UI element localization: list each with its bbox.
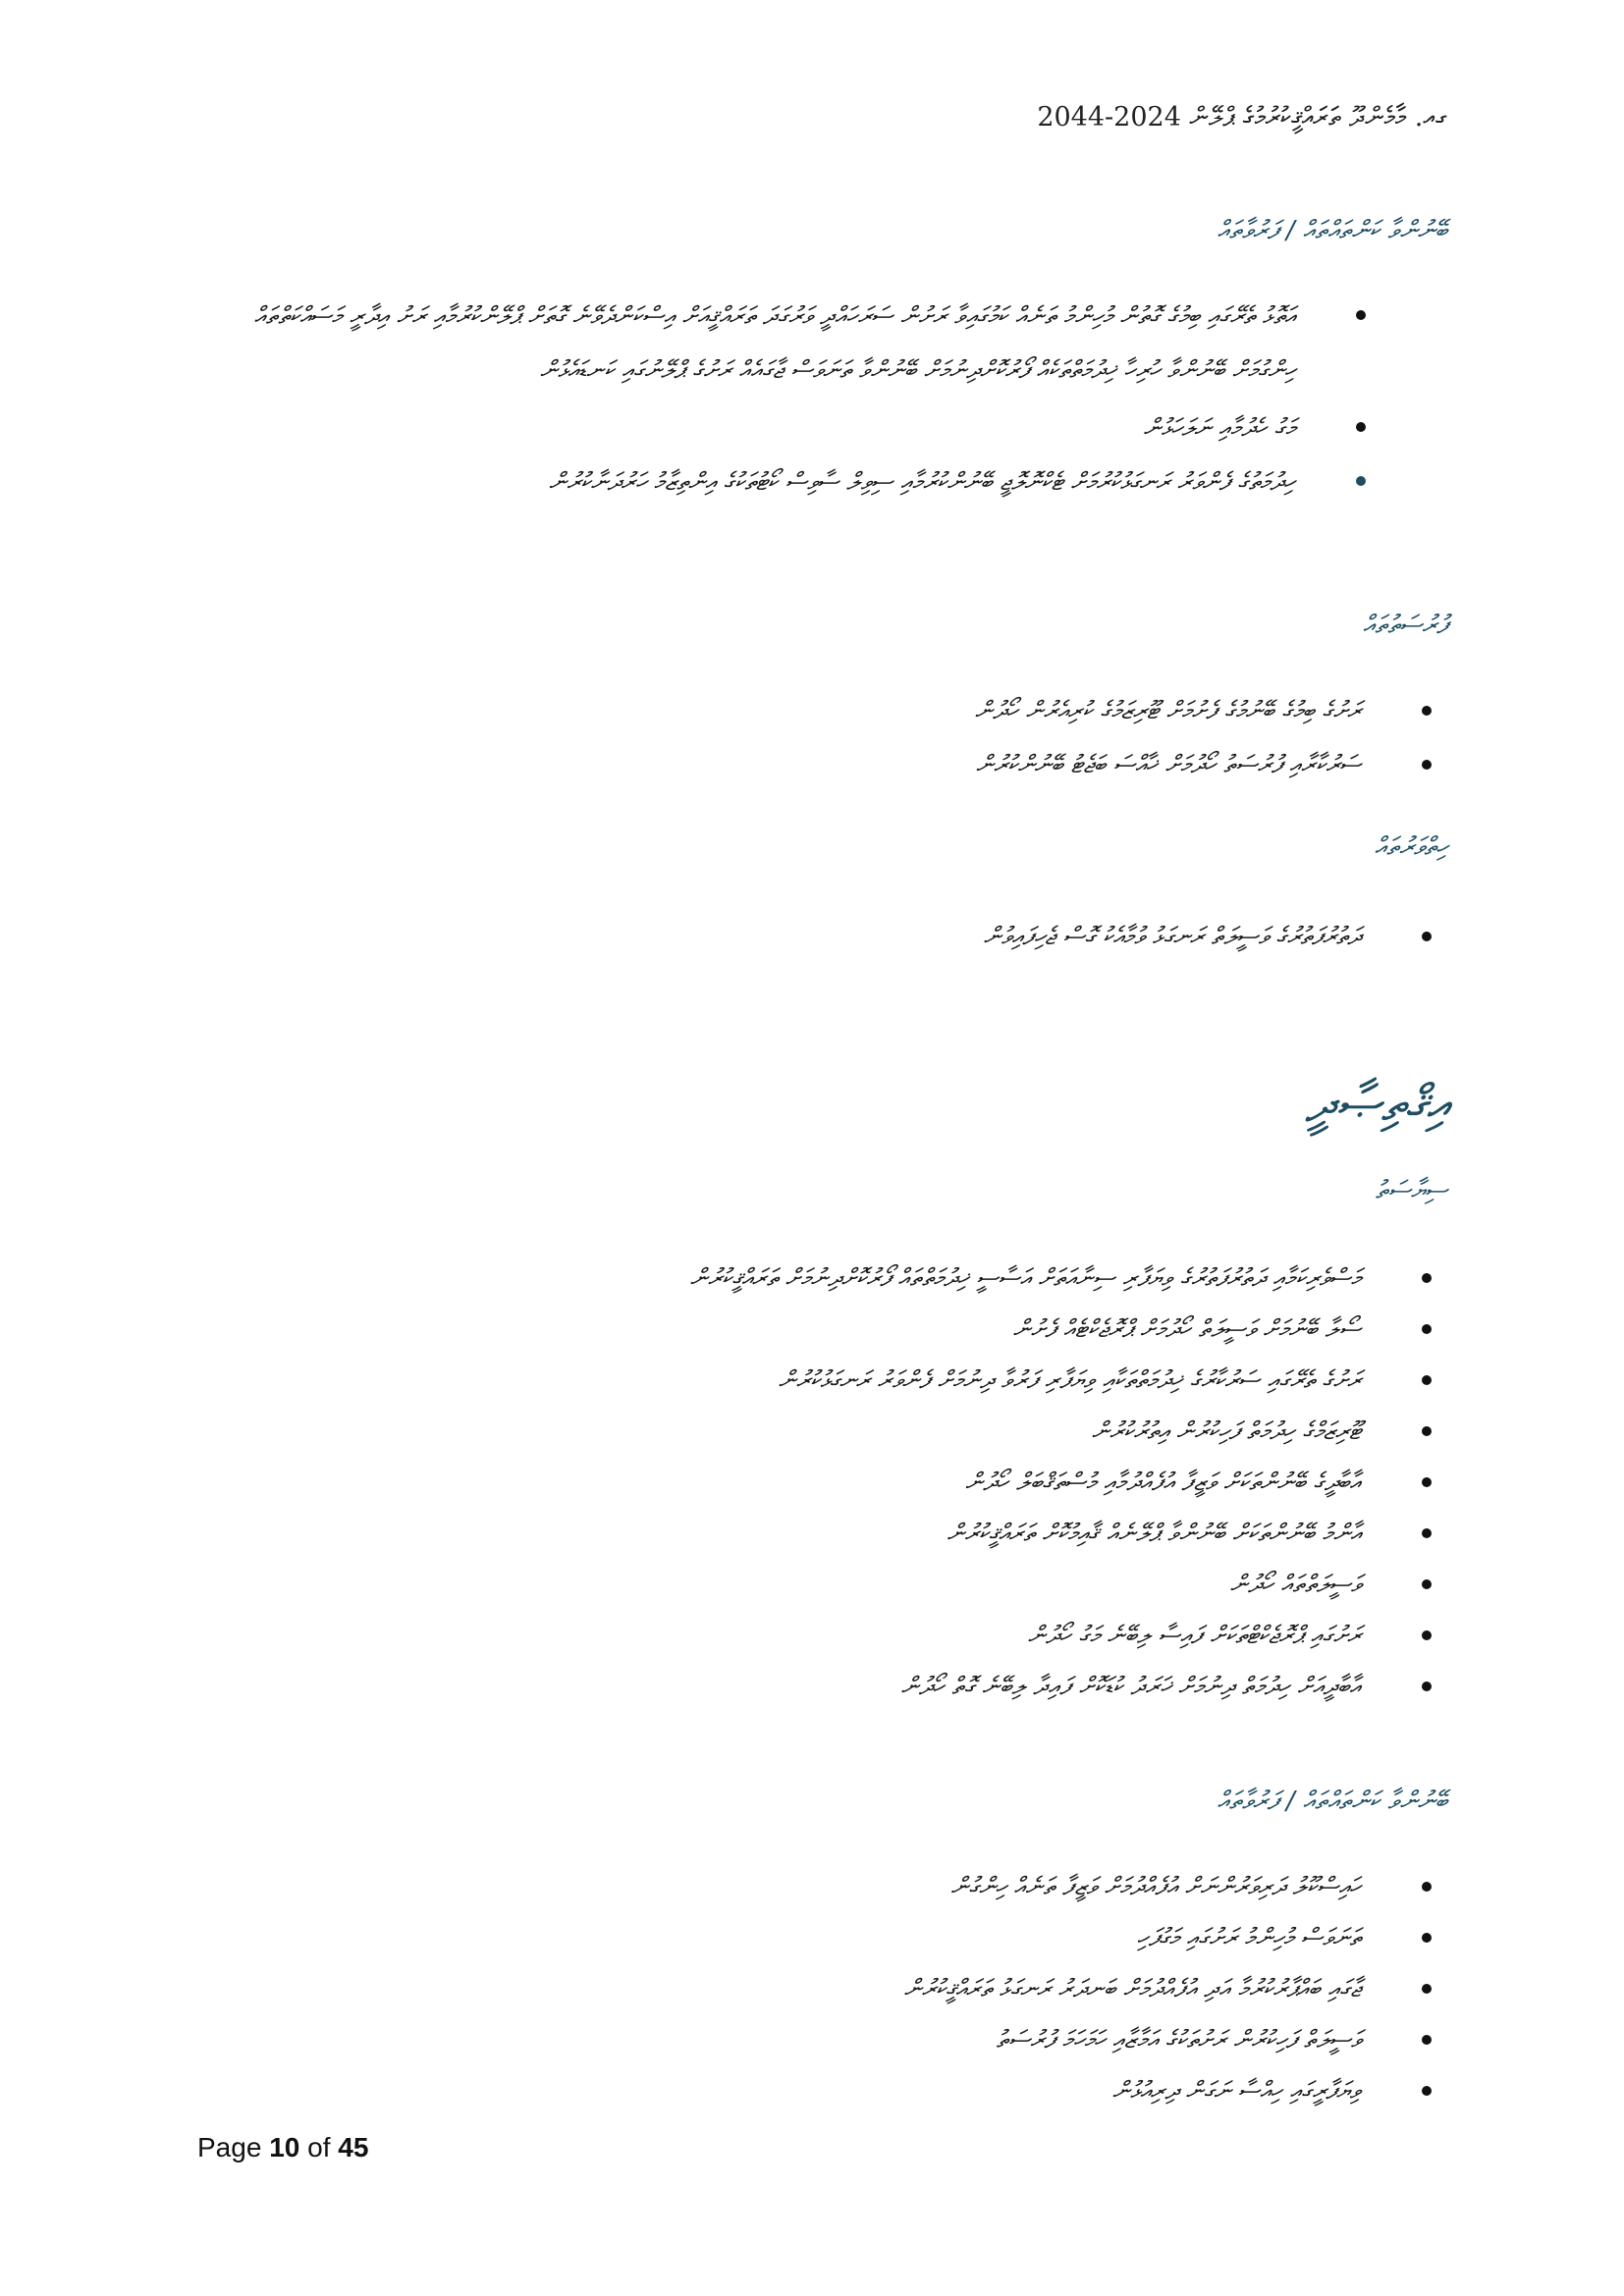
list-item: އާބާދީއަށް ހިދުމަތް ދިނުމަށް ޚަރަދު ކުޑަކޮށް ފައިދާ ލިބޭނެ ގޮތް ހޯދުން xyxy=(183,1661,1361,1712)
page-label: Page xyxy=(197,2132,262,2163)
page-number-footer xyxy=(197,2132,368,2163)
bullet-list-needs-economic xyxy=(183,1861,1361,2116)
section-heading-opportunities: ފުރުސަތުތައް xyxy=(1363,611,1447,640)
list-item: ތަނަވަސް މުހިންމު ރަށުގައި މަގުފަހި xyxy=(183,1912,1361,1963)
list-item: ޓޫރިޒަމްގެ ހިދުމަތް ފަހިކުރުން އިތުރުކުރުން xyxy=(183,1406,1361,1457)
list-item: ސޯލާ ބޭނުމަށް ވަސީލަތް ހޯދުމަށް ޕްރޮޖެކްޓެއް ފެށުން xyxy=(183,1304,1361,1355)
list-item: ވިޔަފާރީގައި ހިއްސާ ނަގަން ދިރިއުޅުން xyxy=(183,2065,1361,2116)
list-item: ދަތުރުފަތުރުގެ ވަސީލަތް ރަނގަޅު ވުމާއެކު ގޮސް ޖެހިފައިވުން xyxy=(183,911,1361,962)
bullet-list-opportunities xyxy=(183,685,1361,790)
list-item: ރަށުގެ ބިމުގެ ބޭނުމުގެ ފެށުމަށް ޓޫރިޒަމުގެ ކުރިއެރުން ހޯދުން xyxy=(183,685,1361,736)
bullet-list-strengths xyxy=(183,911,1361,962)
total-page-count: 45 xyxy=(338,2132,369,2163)
list-item: ވަސީލަތް ފަހިކުރުން ރަށުތަކުގެ އަމާޒާއި ހަމަހަމަ ފުރުސަތު xyxy=(183,2014,1361,2065)
list-item: ޖާގައި ބައްޕާރުކުރުމާ އަދި އުފެއްދުމަށް ބަނދަރު ރަނގަޅު ތަރައްޤީކުރުން xyxy=(183,1963,1361,2014)
list-item: ރަށުގައި ޕްރޮޖެކްޓްތަކަށް ފައިސާ ލިބޭނެ މަގު ހޯދުން xyxy=(183,1610,1361,1661)
list-item: އާންމު ބޭނުންތަކަށް ބޭނުންވާ ޕްލޭނެއް ޤާއިމުކޮށް ތަރައްޤީކުރުން xyxy=(183,1508,1361,1559)
list-item: ހިދުމަތުގެ ފެންވަރު ރަނގަޅުކުރުމަށް ޓެކްނޮލޮޖީ ބޭނުންކުރުމާއި ސިވިލް ސާވިސް ކޯޓުތަކުގެ އިންތިޒާމު ހަރުދަނާކުރުން xyxy=(190,454,1295,508)
list-item: ވަސީލަތްތައް ހޯދުން xyxy=(183,1559,1361,1610)
list-item: އަތޮޅު ތެރޭގައި ބިމުގެ ގޮތުން މުހިންމު ތަނެއް ކަމުގައިވާ ރަށުން ސަރަހައްދީ ވަރުގަދަ ތަރައްޤީއަށް އިސްކަންދެވޭނެ ގޮތަށް ޕްލޭންކުރުމާއި ރަށު އިދާރީ މަސައްކަތްތައް ހިންގުމަށް ބޭނުންވާ ހުރިހާ ޚިދުމަތްތަކެއް ފޯރުކޮށްދިނުމަށް ބޭނުންވާ ތަނަވަސް ޖާގައެއް ރަށުގެ ޕްލޭނުގައި ކަނޑައެޅުން xyxy=(190,289,1295,397)
bullet-list-needs xyxy=(190,289,1295,508)
current-page-number: 10 xyxy=(269,2132,300,2163)
section-title-economic: އިޤްތިޞާދީ xyxy=(1305,1075,1447,1134)
section-heading-needs-economic: ބޭނުންވާ ކަންތައްތައް / ފަރުވާތައް xyxy=(1217,1787,1447,1816)
list-item: މަސްވެރިކަމާއި ދަތުރުފަތުރުގެ ވިޔަފާރި ސިނާއަތަށް އަސާސީ ޚިދުމަތްތައް ފޯރުކޮށްދިނުމަށް ތަރައްޤީކުރުން xyxy=(183,1253,1361,1304)
section-heading-needs: ބޭނުންވާ ކަންތައްތައް / ފަރުވާތައް xyxy=(1217,216,1447,245)
section-heading-strengths: ހިތްވަރުތައް xyxy=(1374,832,1447,862)
section-heading-policy: ސިޔާސަތު xyxy=(1375,1176,1447,1205)
list-item: އާބާދީގެ ބޭނުންތަކަށް ވަޒީފާ އުފެއްދުމާއި މުސްތަޤްބަލް ހޯދުން xyxy=(183,1457,1361,1508)
page-of-label: of xyxy=(307,2132,331,2163)
bullet-list-policy xyxy=(183,1253,1361,1712)
running-header: ގއ. މާމެންދޫ ތަރައްޤީކުރުމުގެ ޕްލޭން 2024-2044 xyxy=(1037,102,1447,133)
list-item: މަގު ހެދުމާއި ނަލަހަޅުން xyxy=(190,400,1295,454)
list-item: ރަށުގެ ތެރޭގައި ސަރުކާރުގެ ޚިދުމަތްތަކާއި ވިޔަފާރި ފަރުވާ ދިނުމަށް ފެންވަރު ރަނގަޅުކުރުން xyxy=(183,1355,1361,1406)
list-item: ހައިސްކޫލު ދަރިވަރުންނަށް އުފެއްދުމަށް ވަޒީފާ ތަނެއް ހިންގުން xyxy=(183,1861,1361,1912)
list-item: ސަރުކާރާއި ފުރުސަތު ހޯދުމަށް ޚާއްސަ ބަޖެޓު ބޭނުންކުރުން xyxy=(183,739,1361,790)
